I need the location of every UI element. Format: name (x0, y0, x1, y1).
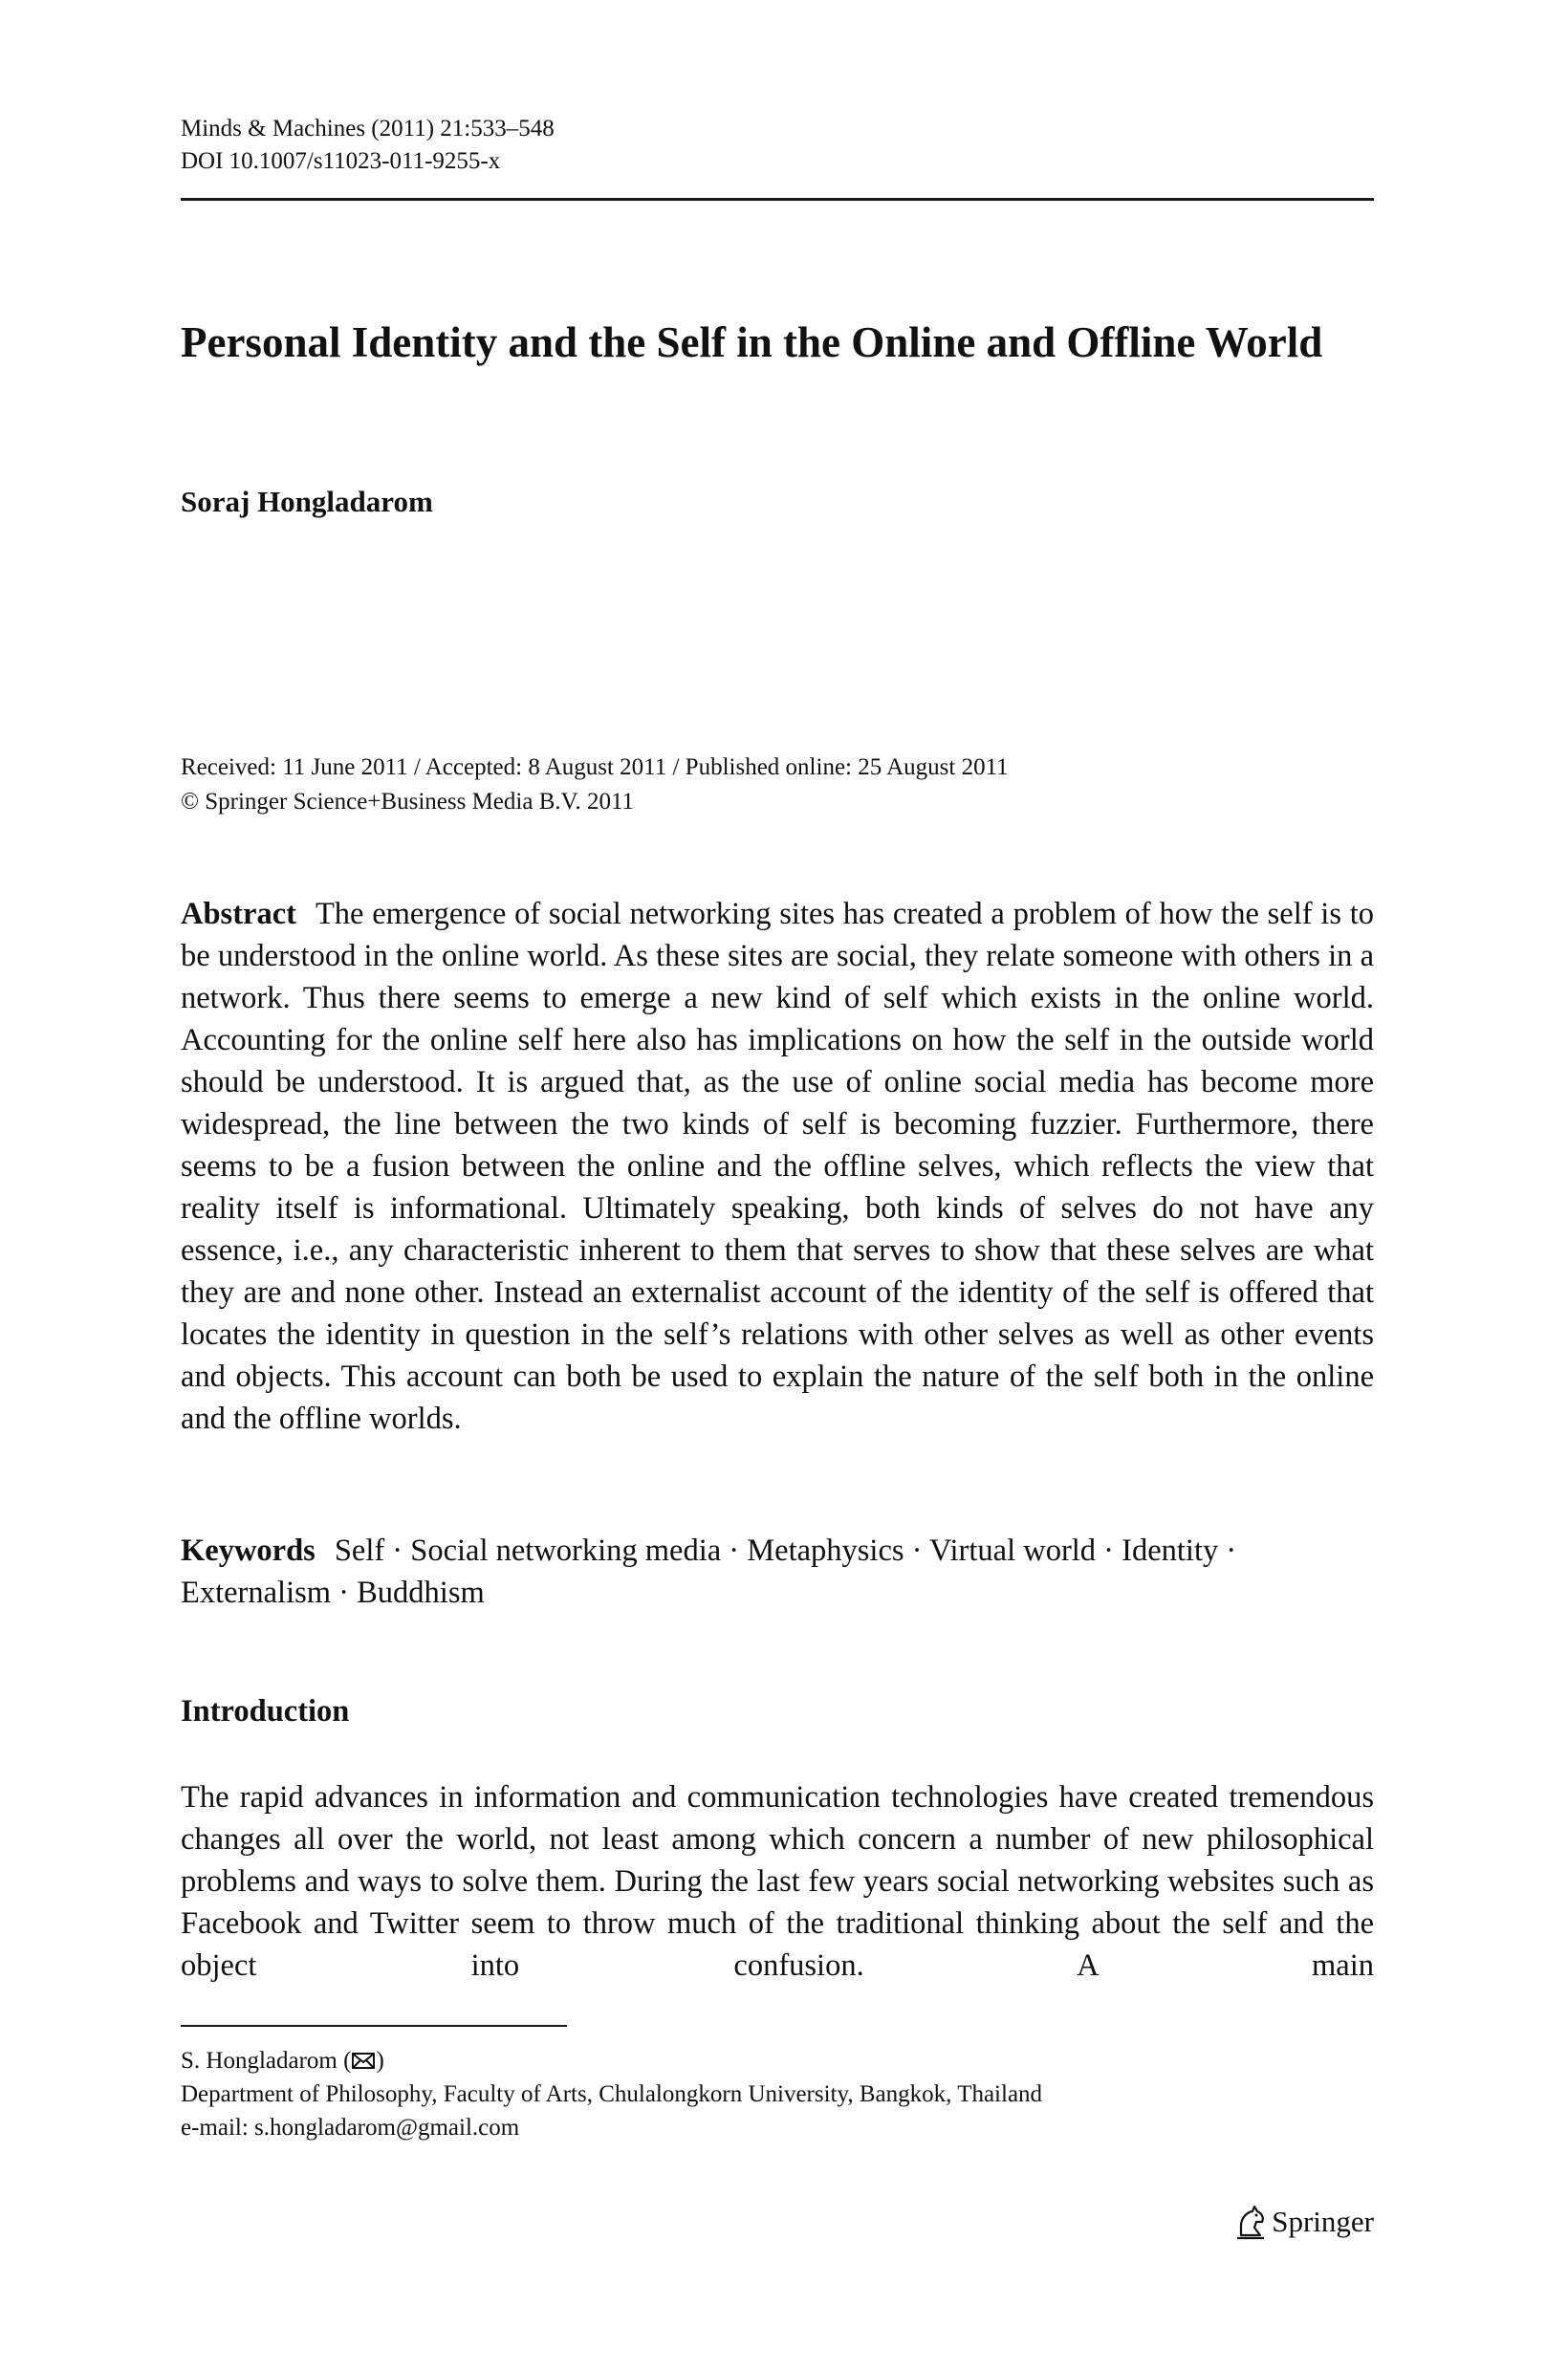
keywords-label: Keywords (181, 1534, 316, 1568)
copyright-line: © Springer Science+Business Media B.V. 2011 (181, 789, 635, 815)
publisher-name: Springer (1272, 2205, 1374, 2238)
footnote-affiliation: Department of Philosophy, Faculty of Arts, Chulalongkorn University, Bangkok, Thailand (181, 2081, 1043, 2107)
footnote-author-name: S. Hongladarom (181, 2048, 338, 2074)
header-rule (181, 198, 1374, 201)
section-heading-introduction: Introduction (181, 1694, 350, 1729)
article-title: Personal Identity and the Self in the Online and Offline World (181, 318, 1323, 366)
footnote-author-line: S. Hongladarom ( ) (181, 2048, 384, 2074)
keywords-text: Self · Social networking media · Metaphysics · Virtual world · Identity · Externalism · Buddhism (181, 1534, 1237, 1610)
footnote-rule (181, 2025, 567, 2027)
publisher-logo (1233, 2203, 1374, 2241)
abstract-label: Abstract (181, 897, 296, 931)
abstract-text: The emergence of social networking sites has created a problem of how the self is to be understood in the online world. As these sites are social, they relate someone with others in a network. Thus there seems to emerge a new kind of self which exists in the online world. Accounting for the online self here also has implications on how the self in the outside world should be understood. It is argued that, as the use of online social media has become more widespread, the line between the two kinds of self is becoming fuzzier. Furthermore, there seems to be a fusion between the online and the offline selves, which reflects the view that reality itself is informational. Ultimately speaking, both kinds of selves do not have any essence, i.e., any characteristic inherent to them that serves to show that these selves are what they are and none other. Instead an externalist account of the identity of the self is offered that locates the identity in question in the self’s relations with other selves as well as other events and objects. This account can both be used to explain the nature of the self both in the online and the offline worlds. (181, 897, 1374, 1436)
dates-line: Received: 11 June 2011 / Accepted: 8 August 2011 / Published online: 25 August 2011 (181, 754, 1009, 780)
author-footnote (181, 2044, 1374, 2144)
journal-citation: Minds & Machines (2011) 21:533–548 (181, 116, 555, 141)
abstract (181, 893, 1374, 1440)
journal-doi: DOI 10.1007/s11023-011-9255-x (181, 148, 501, 174)
introduction-paragraph: The rapid advances in information and communication technologies have created tremendous changes all over the world, not least among which concern a number of new philosophical problems and ways to solve them. During the last few years social networking websites such as Facebook and Twitter seem to throw much of the traditional thinking about the self and the object into confusion. A main (181, 1780, 1374, 1983)
springer-horse-icon (1233, 2203, 1268, 2241)
article-author: Soraj Hongladarom (181, 485, 433, 518)
keywords (181, 1530, 1374, 1614)
journal-header (181, 113, 1374, 178)
publication-history (181, 750, 1374, 819)
envelope-icon[interactable] (352, 2053, 375, 2069)
footnote-email[interactable]: e-mail: s.hongladarom@gmail.com (181, 2115, 520, 2141)
